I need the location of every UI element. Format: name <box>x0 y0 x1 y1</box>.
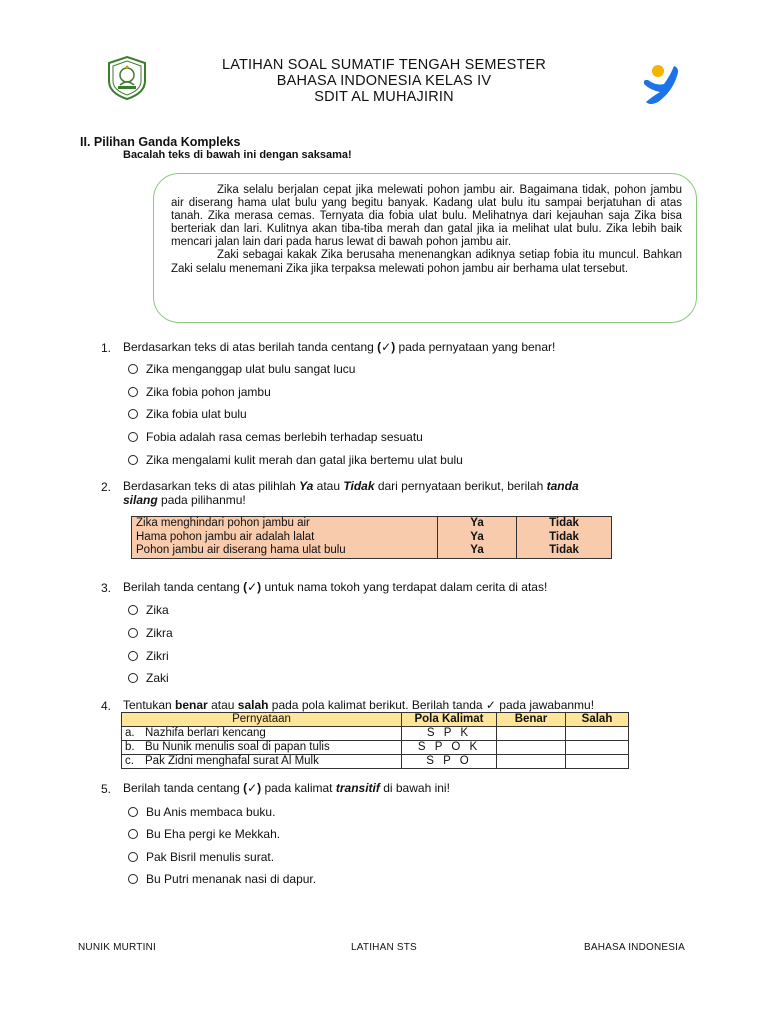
question-number: 3. <box>101 581 112 595</box>
table-row: Zika menghindari pohon jambu air Ya Tidak <box>132 517 612 531</box>
q5-option[interactable]: Bu Anis membaca buku. <box>128 805 275 819</box>
q3-option[interactable]: Zika <box>128 603 169 617</box>
question-number: 5. <box>101 782 112 796</box>
pola-kalimat-table <box>121 712 629 769</box>
question-1-text: Berdasarkan teks di atas berilah tanda centang (✓) pada pernyataan yang benar! <box>123 340 556 354</box>
tidak-cell[interactable]: Tidak <box>549 544 579 556</box>
q5-option[interactable]: Bu Putri menanak nasi di dapur. <box>128 872 316 886</box>
table-header-row <box>122 713 629 727</box>
radio-circle-icon[interactable] <box>128 807 138 817</box>
salah-answer-cell[interactable] <box>566 755 629 769</box>
benar-answer-cell[interactable] <box>497 727 566 741</box>
ya-cell[interactable]: Ya <box>438 517 517 531</box>
q5-option[interactable]: Bu Eha pergi ke Mekkah. <box>128 827 280 841</box>
table-row: Hama pohon jambu air adalah lalat Ya Tidak <box>132 531 612 545</box>
benar-answer-cell[interactable] <box>497 741 566 755</box>
q1-option[interactable]: Zika fobia ulat bulu <box>128 407 247 421</box>
salah-answer-cell[interactable] <box>566 727 629 741</box>
footer-author: NUNIK MURTINI <box>78 942 156 953</box>
header-line-3: SDIT AL MUHAJIRIN <box>314 89 454 105</box>
reading-paragraph-2: Zaki sebagai kakak Zika berusaha menenangkan adiknya setiap fobia itu muncul. Bahkan Zaki selalu menemani Zika jika terpaksa melewati pohon jambu air berhama ulat tersebut. <box>171 249 682 275</box>
ya-tidak-table <box>131 516 612 559</box>
column-header: Benar <box>497 713 566 727</box>
radio-circle-icon[interactable] <box>128 455 138 465</box>
benar-answer-cell[interactable] <box>497 755 566 769</box>
table-row: c. Pak Zidni menghafal surat Al Mulk S P O <box>122 755 629 769</box>
section-instruction: Bacalah teks di bawah ini dengan saksama! <box>123 149 352 161</box>
question-2-text: Berdasarkan teks di atas pilihlah Ya atau Tidak dari pernyataan berikut, berilah tanda silang pada pilihanmu! <box>123 479 579 507</box>
column-header: Pernyataan <box>122 713 402 727</box>
q3-option[interactable]: Zaki <box>128 671 169 685</box>
radio-circle-icon[interactable] <box>128 605 138 615</box>
brand-logo-icon <box>640 62 682 108</box>
q3-option[interactable]: Zikra <box>128 626 173 640</box>
footer-title: LATIHAN STS <box>351 942 417 953</box>
radio-circle-icon[interactable] <box>128 874 138 884</box>
question-number: 2. <box>101 480 112 494</box>
check-mark: (✓) <box>243 781 262 795</box>
radio-circle-icon[interactable] <box>128 651 138 661</box>
radio-circle-icon[interactable] <box>128 432 138 442</box>
tidak-cell[interactable]: Tidak <box>549 517 579 529</box>
radio-circle-icon[interactable] <box>128 628 138 638</box>
table-row: a. Nazhifa berlari kencang S P K <box>122 727 629 741</box>
table-row: b. Bu Nunik menulis soal di papan tulis S P O K <box>122 741 629 755</box>
radio-circle-icon[interactable] <box>128 387 138 397</box>
check-mark: (✓) <box>377 340 396 354</box>
table-row: Pohon jambu air diserang hama ulat bulu Ya Tidak <box>132 544 612 558</box>
radio-circle-icon[interactable] <box>128 364 138 374</box>
q5-option[interactable]: Pak Bisril menulis surat. <box>128 850 274 864</box>
q1-option[interactable]: Zika fobia pohon jambu <box>128 385 271 399</box>
radio-circle-icon[interactable] <box>128 829 138 839</box>
radio-circle-icon[interactable] <box>128 409 138 419</box>
reading-passage-box <box>153 173 697 323</box>
ya-cell[interactable]: Ya <box>438 544 517 558</box>
q1-option[interactable]: Fobia adalah rasa cemas berlebih terhadap sesuatu <box>128 430 423 444</box>
tidak-cell[interactable]: Tidak <box>549 530 579 543</box>
header-line-1: LATIHAN SOAL SUMATIF TENGAH SEMESTER <box>221 57 547 73</box>
q1-option[interactable]: Zika mengalami kulit merah dan gatal jika bertemu ulat bulu <box>128 453 463 467</box>
ya-cell[interactable]: Ya <box>438 531 517 545</box>
section-title: II. Pilihan Ganda Kompleks <box>80 135 241 149</box>
question-number: 4. <box>101 699 112 713</box>
column-header: Salah <box>566 713 629 727</box>
check-mark: (✓) <box>243 580 262 594</box>
reading-paragraph-1: Zika selalu berjalan cepat jika melewati pohon jambu air. Bagaimana tidak, pohon jambu air diserang hama ulat bulu yang begitu banyak. Kadang ulat bulu itu sampai berjatuhan di atas tanah. Zika merasa cemas. Ternyata dia fobia ulat bulu. Melihatnya dari kejauhan saja Zika bisa berteriak dan lari. Kulitnya akan tiba-tiba merah dan gatal jika ia melihat ulat bulu. Zika lebih baik mencari jalan lain dari pada harus lewat di bawah pohon jambu air. <box>171 184 682 249</box>
question-number: 1. <box>101 341 112 355</box>
radio-circle-icon[interactable] <box>128 852 138 862</box>
header-line-2: BAHASA INDONESIA KELAS IV <box>276 73 492 89</box>
radio-circle-icon[interactable] <box>128 673 138 683</box>
question-4-text: Tentukan benar atau salah pada pola kalimat berikut. Berilah tanda ✓ pada jawabanmu! <box>123 698 595 712</box>
question-3-text: Berilah tanda centang (✓) untuk nama tokoh yang terdapat dalam cerita di atas! <box>123 580 548 594</box>
question-5-text: Berilah tanda centang (✓) pada kalimat transitif di bawah ini! <box>123 781 450 795</box>
footer-subject: BAHASA INDONESIA <box>584 942 686 953</box>
salah-answer-cell[interactable] <box>566 741 629 755</box>
column-header: Pola Kalimat <box>402 713 497 727</box>
q3-option[interactable]: Zikri <box>128 649 169 663</box>
q1-option[interactable]: Zika menganggap ulat bulu sangat lucu <box>128 362 355 376</box>
